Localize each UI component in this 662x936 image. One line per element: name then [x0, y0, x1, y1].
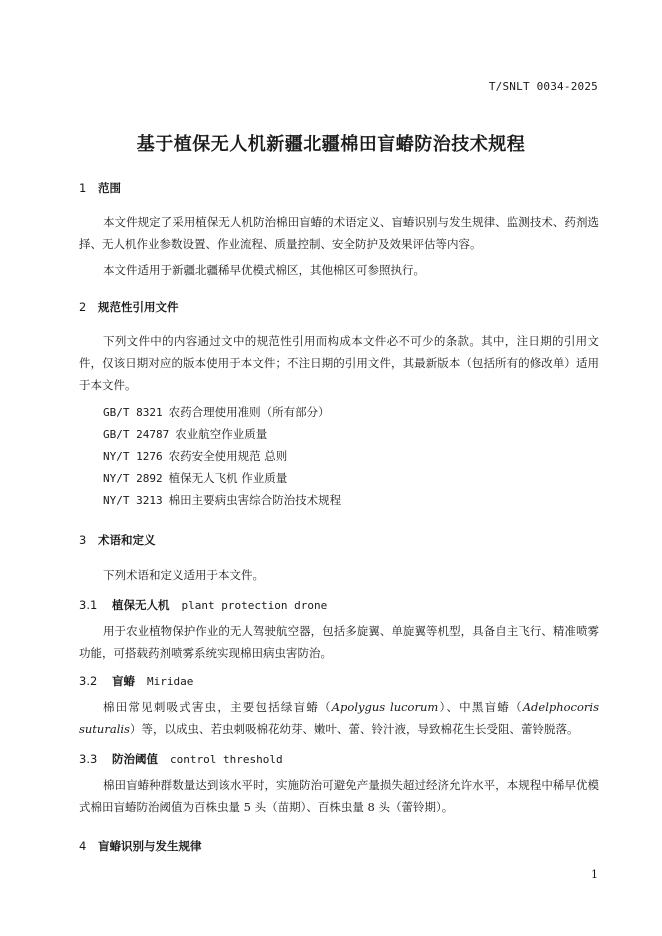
term-3-2-heading	[79, 673, 193, 689]
term-chinese: 防治阈值	[112, 752, 158, 766]
term-number: 3.3	[79, 752, 98, 766]
term-3-1-definition: 用于农业植物保护作业的无人驾驶航空器，包括多旋翼、单旋翼等机型，具备自主飞行、精准喷雾功能，可搭载药剂喷雾系统实现棉田病虫害防治。	[79, 624, 599, 660]
section-title: 盲蝽识别与发生规律	[98, 839, 202, 853]
term-3-3-heading	[79, 751, 283, 767]
term-3-3-definition: 棉田盲蝽种群数量达到该水平时，实施防治可避免产量损失超过经济允许水平，本规程中稀早优模式棉田盲蝽防治阈值为百株虫量 5 头（苗期）、百株虫量 8 头（蕾铃期）。	[79, 778, 599, 814]
reference-item	[103, 448, 287, 464]
term-number: 3.1	[79, 598, 98, 612]
section-3-intro: 下列术语和定义适用于本文件。	[103, 568, 264, 582]
term-3-2-definition	[79, 696, 599, 740]
document-number: T/SNLT 0034-2025	[488, 80, 598, 93]
section-1-heading	[79, 180, 121, 196]
section-number: 3	[79, 533, 87, 547]
reference-code: GB/T 24787	[103, 428, 170, 441]
species-name: Apolygus lucorum	[331, 700, 439, 714]
reference-code: NY/T 3213	[103, 494, 163, 507]
reference-item	[103, 470, 287, 486]
section-1-paragraph-2: 本文件适用于新疆北疆稀早优模式棉区，其他棉区可参照执行。	[103, 263, 425, 277]
term-english: plant protection drone	[181, 599, 328, 612]
reference-code: NY/T 2892	[103, 472, 163, 485]
definition-text: ）等，以成虫、若虫刺吸棉花幼芽、嫩叶、蕾、铃汁液，导致棉花生长受阻、蕾铃脱落。	[129, 722, 579, 736]
section-title: 规范性引用文件	[98, 300, 179, 314]
species-name: Adelphocoris suturalis	[79, 700, 600, 736]
section-title: 术语和定义	[98, 533, 156, 547]
section-number: 1	[79, 181, 87, 195]
term-number: 3.2	[79, 674, 98, 688]
section-title: 范围	[98, 181, 121, 195]
term-chinese: 盲蝽	[112, 674, 135, 688]
reference-title: 农药安全使用规范 总则	[168, 449, 288, 463]
term-english: control threshold	[170, 753, 283, 766]
section-3-heading	[79, 532, 156, 548]
section-2-heading	[79, 299, 179, 315]
reference-item	[103, 404, 330, 420]
term-3-1-heading	[79, 597, 327, 613]
reference-code: NY/T 1276	[103, 450, 163, 463]
definition-text: 棉田常见刺吸式害虫，主要包括绿盲蝽（	[103, 700, 332, 714]
reference-item	[103, 426, 267, 442]
reference-title: 农药合理使用准则（所有部分）	[168, 405, 330, 419]
section-2-paragraph: 下列文件中的内容通过文中的规范性引用而构成本文件必不可少的条款。其中，注日期的引用文件，仅该日期对应的版本使用于本文件；不注日期的引用文件，其最新版本（包括所有的修改单）适用于本文件。	[79, 334, 599, 392]
reference-item	[103, 492, 341, 508]
term-chinese: 植保无人机	[112, 598, 170, 612]
section-number: 2	[79, 300, 87, 314]
reference-code: GB/T 8321	[103, 406, 163, 419]
definition-text: ）、中黑盲蝽（	[438, 700, 523, 714]
reference-title: 农业航空作业质量	[175, 427, 268, 441]
reference-title: 棉田主要病虫害综合防治技术规程	[168, 493, 342, 507]
section-4-heading	[79, 838, 202, 854]
term-english: Miridae	[147, 675, 194, 688]
reference-title: 植保无人飞机 作业质量	[168, 471, 288, 485]
document-title: 基于植保无人机新疆北疆棉田盲蝽防治技术规程	[136, 134, 526, 155]
section-number: 4	[79, 839, 87, 853]
page-number: 1	[591, 868, 598, 881]
section-1-paragraph-1: 本文件规定了采用植保无人机防治棉田盲蝽的术语定义、盲蝽识别与发生规律、监测技术、药剂选择、无人机作业参数设置、作业流程、质量控制、安全防护及效果评估等内容。	[79, 215, 599, 251]
